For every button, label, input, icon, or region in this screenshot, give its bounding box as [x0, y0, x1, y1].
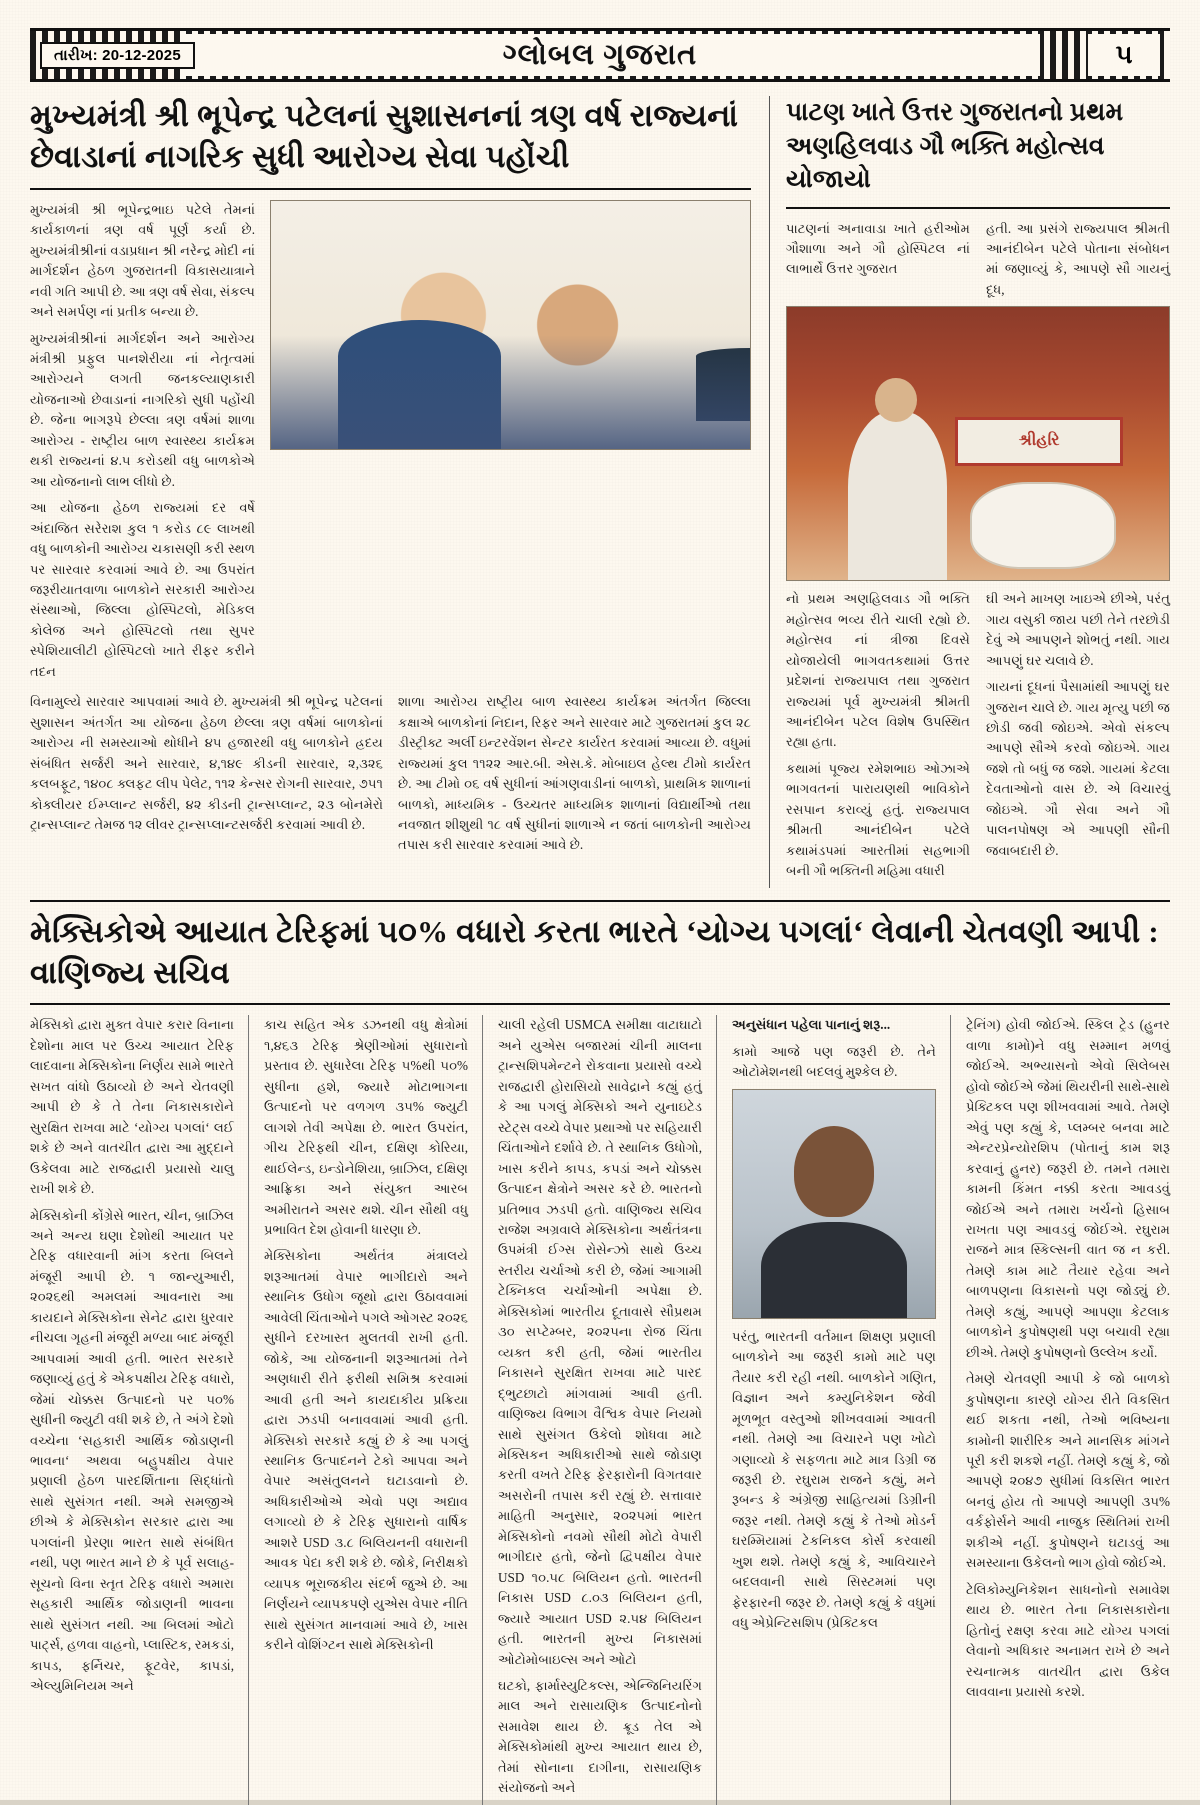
- speaker-figure: [848, 411, 947, 580]
- paragraph: ટેલિકોમ્યુનિકેશન સાધનોનો સમાવેશ થાય છે. ભારત તેના નિકાસકારોના હિતોનું રક્ષણ કરવા માટે યોગ્ય પગલાં લેવાનો અધિકાર અનામત રાખે છે અને રચનાત્મક વાતચીત દ્વારા ઉકેલ લાવવાના પ્રયાસો કરશે.: [966, 1581, 1170, 1699]
- article-right-lead-left: [786, 219, 970, 307]
- paragraph: નો પ્રથમ અણહિલવાડ ગૌ ભક્તિ મહોત્સવ ભવ્ય રીતે ચાલી રહ્યો છે. મહોત્સવ નાં ત્રીજા દિવસે યોજાયેલી ભાગવતકથામાં ઉત્તર પ્રદેશનાં રાજ્યપાલ તથા ગુજરાત રાજ્યમાં પૂર્વ મુખ્યમંત્રી શ્રીમતી આનંદીબેન પટેલ વિશેષ ઉપસ્થિત રહ્યા હતા.: [786, 591, 970, 750]
- paragraph: વિનામુલ્યે સારવાર આપવામાં આવે છે. મુખ્યમંત્રી શ્રી ભૂપેન્દ્ર પટેલનાં સુશાસન અંતર્ગત આ યોજના હેઠળ છેલ્લા ત્રણ વર્ષમાં બાળકોનાં આરોગ્ય ની સમસ્યાઓ થોધીને ૪૫ હજારથી વધુ બાળકોને હ્રદય સંબંધિત સર્જરી અને સારવાર, ૪,૧૪૯ કીડની સારવાર, ૨,૩૨૬ કલબફૂટ, ૧૪૦૮ ક્લફટ લીપ પેલેટ, ૧૧૨ કેન્સર રોગની સારવાર, ૭૫૧ કોક્લીયર ઈમ્પ્લાન્ટ સર્જરી, ૪૨ કીડની ટ્રાન્સપ્લાન્ટ, ૨૩ બોનમેરો ટ્રાન્સપ્લાન્ટ તેમજ ૧૨ લીવર ટ્રાન્સપ્લાન્ટસર્જરી કરવામાં આવી છે.: [30, 694, 383, 832]
- headline-rule: [786, 207, 1170, 209]
- paragraph: ઘટકો, ફાર્માસ્યુટિકલ્સ, એન્જિનિયરિંગ માલ અને રાસાયણિક ઉત્પાદનોનો સમાવેશ થાય છે. ક્રૂડ તેલ એ મેક્સિકોમાંથી મુખ્ય આયાત થાય છે, તેમાં સોનાના દાગીના, રાસાયણિક સંયોજનો અને: [498, 1677, 702, 1796]
- paragraph: મેક્સિકોના અર્થતંત્ર મંત્રાલયે શરૂઆતમાં વેપાર ભાગીદારો અને સ્થાનિક ઉધોગ જૂથો દ્વારા ઉઠાવવામાં આવેલી ચિંતાઓને પગલે ઓગસ્ટ ૨૦૨૬ સુધીને દરખાસ્ત મુલતવી રાખી હતી. જોકે, આ યોજનાની શરૂઆતમાં તેને અણધારી રીતે ફરીથી સમિશ્ર કરવામાં આવી હતી અને કાયદાકીય પ્રક્રિયા દ્વારા ઝડપી બનાવવામાં આવી હતી. મેક્સિકો સરકારે કહ્યું છે કે આ પગલું સ્થાનિક ઉત્પાદનને ટેકો આપવા અને વેપાર અસંતુલનને ઘટાડવાનો છે. અધિકારીઓએ એવો પણ અદ્યાવ લગાવ્યો છે કે ટેરિફ સુધારાનો વાર્ષિક આશરે USD ૩.૮ બિલિયનની વધારાની આવક પેદા કરી શકે છે. જોકે, નિરીક્ષકો વ્યાપક ભૂરાજકીય સંદર્ભ જુએ છે. આ નિર્ણયને વ્યાપકપણે યુએસ વેપાર નીતિ સાથે સુસંગત માનવામાં આવે છે, ખાસ કરીને વોશિંગ્ટન સાથે મેક્સિકોની: [264, 1248, 468, 1653]
- article-edu-photo: [732, 1089, 936, 1319]
- paragraph: મુખ્યમંત્રી શ્રી ભૂપેન્દ્રભાઇ પટેલે તેમનાં કાર્યકાળનાં ત્રણ વર્ષ પૂર્ણ કર્યા છે. મુખ્યમંત્રીશ્રીનાં વડાપ્રધાન શ્રી નરેન્દ્ર મોદી નાં માર્ગદર્શન હેઠળ ગુજરાતની વિકાસયાત્રાને નવી ગતિ આપી છે. આ ત્રણ વર્ષ સેવા, સંકલ્પ અને સમર્પણ નાં પ્રતીક બન્યા છે.: [30, 201, 255, 320]
- cow-idol: [970, 482, 1115, 569]
- bottom-section: [30, 1015, 1170, 1804]
- article-main: [30, 96, 770, 888]
- paragraph: તેમણે ચેતવણી આપી કે જો બાળકો કુપોષણના કારણે યોગ્ય રીતે વિકસિત થઈ શકતા નથી, તેઓ ભવિષ્યના કામોની શારીરિક અને માનસિક માંગને પૂરી કરી શકશે નહીં. તેમણે કહ્યું કે, જો આપણે ૨૦૪૭ સુધીમાં વિકસિત ભારત બનવું હોય તો આપણે આપણી ૩૫% વર્કફોર્સને આવી નાજુક સ્થિતિમાં રાખી શકીએ નહીં. કુપોષણને ઘટાડવું આ સમસ્યાના ઉકેલનો ભાગ હોવો જોઈએ.: [966, 1371, 1170, 1571]
- stage-banner: શ્રીહરિ: [955, 417, 1123, 466]
- article-main-top-cols: [30, 200, 751, 688]
- paragraph: કથામાં પૂજ્ય રમેશભાઇ ઓઝાએ ભાગવતનાં પારાયણથી ભાવિકોને રસપાન કરાવ્યું હતું. રાજ્યપાલ શ્રીમતી આનંદીબેન પટેલે કથામંડપમાં આરતીમાં સહભાગી બની ગૌ ભક્તિની મહિમા વધારી: [786, 760, 970, 879]
- paragraph: શાળા આરોગ્ય રાષ્ટ્રીય બાળ સ્વાસ્થ્ય કાર્યક્રમ અંતર્ગત જિલ્લા કક્ષાએ બાળકોનાં નિદાન, રિફર અને સારવાર માટે ગુજરાતમાં કુલ ૨૮ ડીસ્ટ્રીક્ટ અર્લી ઇન્ટરવેંશન સેન્ટર કાર્યરત કરવામાં આવ્યા છે. વધુમાં રાજ્યમાં કુલ ૧૧૨૨ આર.બી. એસ.કે. મોબાઇલ હેલ્થ ટીમો કાર્યરત છે. આ ટીમો ૦૬ વર્ષ સુધીનાં આંગણવાડીનાં બાળકો, પ્રાથમિક શાળાનાં બાળકો, માધ્યમિક - ઉચ્ચતર માધ્યમિક શાળાનાં વિદ્યાર્થીઓ તથા નવજાત શીશુથી ૧૮ વર્ષ સુધીનાં શાળાએ ન જતાં બાળકોની આરોગ્ય તપાસ કરી સારવાર કરવામાં આવે છે.: [398, 694, 751, 853]
- top-section: [30, 96, 1170, 888]
- article-right-lead-right: [986, 219, 1170, 307]
- paragraph: મેક્સિકોની કોંગ્રેસે ભારત, ચીન, બ્રાઝિલ અને અન્ય ઘણા દેશોથી આયાત પર ટેરિફ વધારવાની માંગ કરતા બિલને મંજૂરી આપી છે. ૧ જાન્યુઆરી, ૨૦૨૬થી અમલમાં આવનારા આ કાયદાને મેક્સિકોના સેનેટ દ્વારા ધુરવાર નીચલા ગૃહની મંજૂરી મળ્યા બાદ મંજૂરી આપવામાં આવી હતી. ભારત સરકારે જણાવ્યું હતું કે એકપક્ષીય ટેરિફ વધારો, જેમાં ચોક્કસ ઉત્પાદનો પર ૫૦% સુધીની જ્યુટી વધી શકે છે, તે અંગે દેશો વચ્ચેના ‘સહકારી આર્થિક જોડાણની ભાવના‘ અથવા બહુપક્ષીય વેપાર પ્રણાલી હેઠળ પારદર્શિતાના સિદ્ધાંતો સાથે સુસંગત નથી. અમે સમજીએ છીએ કે મેક્સિકોન સરકાર દ્વારા આ પગલાંની પ્રેરણા ભારત સાથે સંબંધિત નથી, પણ ભારત માને છે કે પૂર્વ સલાહ-સૂચનો વિના સ્તૃત ટેરિફ વધારો અમારા સહકારી આર્થિક જોડાણની ભાવના સાથે સુસંગત નથી. આ બિલમાં ઓટો પાર્ટ્સ, હળવા વાહનો, પ્લાસ્ટિક, રમકડાં, કાપડ, ફર્નિચર, ફૂટવેર, કાપડાં, એલ્યુમિનિયમ અને: [30, 1207, 234, 1693]
- paragraph: પરંતુ, ભારતની વર્તમાન શિક્ષણ પ્રણાલી બાળકોને આ જરૂરી કામો માટે પણ તૈયાર કરી રહી નથી. બાળકોને ગણિત, વિજ્ઞાન અને કમ્યુનિકેશન જેવી મૂળભૂત વસ્તુઓ શીખવવામાં આવતી નથી. તેમણે આ વિચારને પણ ખોટો ગણાવ્યો કે સફળતા માટે માત્ર ડિગ્રી જ જરૂરી છે. રઘુરામ રાજને કહ્યું, મને રૂબન્ડ કે અંગ્રેજી સાહિત્યમાં ડિગ્રીની જરૂર નથી. તેમણે કહ્યું કે તેઓ મોડર્ન ઘરમ્મિયામાં ટેકનિકલ કોર્સ કરવાથી ખુશ થશે. તેમણે કહ્યું કે, આવિચારને બદલવાની સાથે સિસ્ટમમાં પણ ફેરફારની જરૂર છે. તેમણે કહ્યું કે વધુમાં વધુ એપ્રેન્ટિસશિપ (પ્રેક્ટિકલ: [732, 1328, 936, 1631]
- article-right-col1: [786, 589, 970, 887]
- headline-rule: [30, 1003, 1170, 1005]
- paragraph: આ યોજના હેઠળ રાજ્યમાં દર વર્ષે અંદાજિત સરેરાશ કુલ ૧ કરોડ ૮૯ લાખથી વધુ બાળકોની આરોગ્ય ચકાસણી કરી સ્થળ પર સારવાર કરવામાં આવે છે. આ ઉપરાંત જરૂરીયાતવાળા બાળકોને સરકારી આરોગ્ય સંસ્થાઓ, જિલ્લા હોસ્પિટલો, મેડિકલ કોલેજ અને હોસ્પિટલો તથા સુપર સ્પેશિયાલીટી હોસ્પિટલો ખાતે રીફર કરીને તદન: [30, 500, 255, 679]
- masthead: [30, 28, 1170, 82]
- article-edu-col2: [966, 1015, 1170, 1804]
- article-main-photo: [270, 200, 751, 450]
- article-right: [770, 96, 1170, 888]
- article-edu-col1: [732, 1015, 951, 1804]
- article-main-headline: મુખ્યમંત્રી શ્રી ભૂપેન્દ્ર પટેલનાં સુશાસનનાં ત્રણ વર્ષ રાજ્યનાં છેવાડાનાં નાગરિક સુધી આરોગ્ય સેવા પહોંચી: [30, 98, 739, 174]
- paper-title: ગ્લોબલ ગુજરાત: [502, 38, 698, 71]
- article-econ-col1: [30, 1015, 249, 1804]
- article-right-lead-cols: [786, 219, 1170, 307]
- paragraph: કાચ સહિત એક ડઝનથી વધુ ક્ષેત્રોમાં ૧,૪૬૩ ટેરિફ શ્રેણીઓમાં સુધારાનો પ્રસ્તાવ છે. સુધારેલા ટેરિફ ૫%થી ૫૦% સુધીના હશે, જ્યારે મોટાભાગના ઉત્પાદનો પર વળગળ ૩૫% જ્યુટી લાગશે તેવી અપેક્ષા છે. ભારત ઉપરાંત, ગીચ ટેરિફથી ચીન, દક્ષિણ કોરિયા, થાઈલેન્ડ, ઇન્ડોનેશિયા, બ્રાઝિલ, દક્ષિણ આફ્રિકા અને સંયુક્ત આરબ અમીરાતને અસર થશે. ચીન સૌથી વધુ પ્રભાવિત દેશ હોવાની ધારણા છે.: [264, 1017, 468, 1237]
- article-econ-col2: [264, 1015, 483, 1804]
- article-main-bottom-cols: [30, 692, 751, 862]
- article-main-col1: [30, 200, 255, 688]
- paragraph: ચાલી રહેલી USMCA સમીક્ષા વાટાઘાટો અને યુએસ બજારમાં ચીની માલના ટ્રાન્સશિપમેન્ટને રોકવાના પ્રયાસો વચ્ચે રાજદ્વારી હોરાસિયો સાવેદ્રાને કહ્યું હતું કે આ પગલું મેક્સિકો અને યુનાઇટેડ સ્ટેટ્સ વચ્ચે વેપાર પ્રથાઓ પર સહિયારી ચિંતાઓને દર્શાવે છે. તે સ્થાનિક ઉધોગો, ખાસ કરીને કાપડ, કપડાં અને ચોક્કસ ઉત્પાદન ક્ષેત્રોને અસર કરે છે. ભારતનો પ્રતિભાવ ઝડપી હતો. વાણિજ્ય સચિવ રાજેશ અગ્રવાલે મેક્સિકોના અર્થતંત્રના ઉપમંત્રી ઈગ્સ રોસેન્ઝો સાથે ઉચ્ચ સ્તરીય ચર્ચાઓ કરી છે, જેમાં આગામી ટેક્નિકલ ચર્ચાઓની અપેક્ષા છે. મેક્સિકોમાં ભારતીય દૂતાવાસે સૌપ્રથમ ૩૦ સપ્ટેમ્બર, ૨૦૨૫ના રોજ ચિંતા વ્યક્ત કરી હતી, જેમાં ભારતીય નિકાસને સુરક્ષિત રાખવા માટે પારદ દ્ભુટછાટો માંગવામાં આવી હતી. વાણિજ્ય વિભાગ વૈશ્વિક વેપાર નિયમો સાથે સુસંગત ઉકેલો શોધવા માટે મેક્સિકન અધિકારીઓ સાથે જોડાણ કરતી વખતે ટેરિફ ફેરફારોની વિગતવાર અસરોની તપાસ કરી રહ્યું છે. સત્તાવાર માહિતી અનુસાર, ૨૦૨૫માં ભારત મેક્સિકોનો નવમો સૌથી મોટો વેપારી ભાગીદાર હતો, જેનો દ્વિપક્ષીય વેપાર USD ૧૦.૫૮ બિલિયન હતો. ભારતની નિકાસ USD ૮.૦૩ બિલિયન હતી, જ્યારે આયાત USD ૨.૫૪ બિલિયન હતી. ભારતની મુખ્ય નિકાસમાં ઓટોમોબાઇલ્સ અને ઓટો: [498, 1017, 702, 1667]
- paragraph: મેક્સિકો દ્વારા મુક્ત વેપાર કરાર વિનાના દેશોના માલ પર ઉચ્ચ આયાત ટેરિફ લાદવાના મેક્સિકોના નિર્ણય સામે ભારતે સખત વાંધો ઉઠાવ્યો છે અને ચેતવણી આપી છે કે તે તેના નિકાસકારોને સુરક્ષિત રાખવા માટે ‘યોગ્ય પગલાં‘ લઈ શકે છે અને વાતચીત દ્વારા આ મુદ્દાને ઉકેલવા માટે રાજદ્વારી પ્રયાસો ચાલુ રાખી શકે છે.: [30, 1017, 234, 1197]
- speaker-head: [875, 378, 917, 422]
- continuation-kicker: અનુસંધાન પહેલા પાનાનું શરૂ...: [732, 1017, 891, 1033]
- article-main-col2: [30, 692, 383, 862]
- headline-rule: [30, 188, 751, 190]
- paragraph: પાટણનાં અનાવાડા ખાતે હરીઓમ ગૌશાળા અને ગૌ હોસ્પિટલ નાં લાભાર્થે ઉત્તર ગુજરાત: [786, 220, 970, 277]
- article-right-headline: પાટણ ખાતે ઉત્તર ગુજરાતનો પ્રથમ અણહિલવાડ ગૌ ભક્તિ મહોત્સવ યોજાયો: [786, 99, 1124, 193]
- article-main-col3: [398, 692, 751, 862]
- article-right-body-cols: [786, 589, 1170, 887]
- section-divider: [30, 900, 1170, 902]
- article-econ-col3: [498, 1015, 717, 1804]
- article-right-photo: [786, 306, 1170, 581]
- paragraph: હતી. આ પ્રસંગે રાજ્યપાલ શ્રીમતી આનંદીબેન પટેલે પોતાના સંબોધન માં જણાવ્યું કે, આપણે સૌ ગાયનું દૂધ,: [986, 220, 1170, 297]
- paragraph: મુખ્યમંત્રીશ્રીનાં માર્ગદર્શન અને આરોગ્ય મંત્રીશ્રી પ્રફુલ પાનશેરીયા નાં નેતૃત્વમાં આરોગ્યને લગતી જનકલ્યાણકારી યોજનાઓ છેવાડાનાં નાગરિકો સુધી પહોંચી છે. જેના ભાગરૂપે છેલ્લા ત્રણ વર્ષમાં શાળા આરોગ્ય - રાષ્ટ્રીય બાળ સ્વાસ્થ્ય કાર્યક્રમ થકી રાજ્યનાં ૪.૫ કરોડથી વધુ બાળકોએ આ યોજનાનો લાભ લીધો છે.: [30, 330, 255, 489]
- article-right-col2: [986, 589, 1170, 887]
- paragraph: કામો આજે પણ જરૂરી છે. તેને ઓટોમેશનથી બદલવું મુશ્કેલ છે.: [732, 1043, 936, 1080]
- paragraph: ઘી અને માખણ ખાઇએ છીએ, પરંતુ ગાય વસુકી જાય પછી તેને તરછોડી દેવું એ આપણને શોભતું નથી. ગાય આપણું ઘર ચલાવે છે.: [986, 591, 1170, 668]
- paragraph: ગાયનાં દૂધનાં પૈસામાંથી આપણું ઘર ગુજરાન ચાલે છે. ગાય મૃત્યુ પછી જ છોડી જવી જોઇએ. એવો સંકલ્પ આપણે સૌએ કરવો જોઇએ. ગાય જશે તો બધું જ જશે. ગાયમાં કેટલા દેવતાઓનો વાસ છે. એ વિચારવું જોઇએ. ગૌ સેવા અને ગૌ પાલનપોષણ એ આપણી સૌની જવાબદારી છે.: [986, 679, 1170, 858]
- page-number: ૫: [1088, 34, 1160, 76]
- article-econ-headline: મેક્સિકોએ આયાત ટેરિફમાં ૫૦% વધારો કરતા ભારતે ‘યોગ્ય પગલાં‘ લેવાની ચેતવણી આપી : વાણિજ્ય સચિવ: [30, 913, 1159, 990]
- article-main-photo-wrap: [270, 200, 751, 688]
- date-chip: તારીખ: 20-12-2025: [40, 42, 195, 69]
- paragraph: ટ્રેનિંગ) હોવી જોઈએ. સ્કિલ ટ્રેડ (હુનર વાળા કામો)ને વધુ સમ્માન મળવું જોઈએ. અભ્યાસનો એવો સિલેબસ હોવો જોઈએ જેમાં થિયરીની સાથે-સાથે પ્રેક્ટિકલ પણ શીખવવામાં આવે. તેમણે એવું પણ કહ્યું કે, પ્લમ્બર બનવા માટે એન્ટરપ્રેન્યોરશિપ (પોતાનું કામ શરૂ કરવાનું હુનર) જરૂરી છે. તમને તમારા કામની કિંમત નક્કી કરતા આવડવું જોઈએ અને તમારા ખર્ચનો હિસાબ રાખતા પણ આવડવું જોઈએ. રઘુરામ રાજને માત્ર સ્કિલ્સની વાત જ ન કરી. તેમણે કામ માટે તૈયાર રહેવા અને બાળપણના વિકાસનો પણ જોડ્યું છે. તેમણે કહ્યું, આપણે આપણા કેટલાક બાળકોને કુપોષણથી પણ બચાવી રહ્યા છીએ. તેમણે કુપોષણનો ઉલ્લેખ કર્યો.: [966, 1017, 1170, 1360]
